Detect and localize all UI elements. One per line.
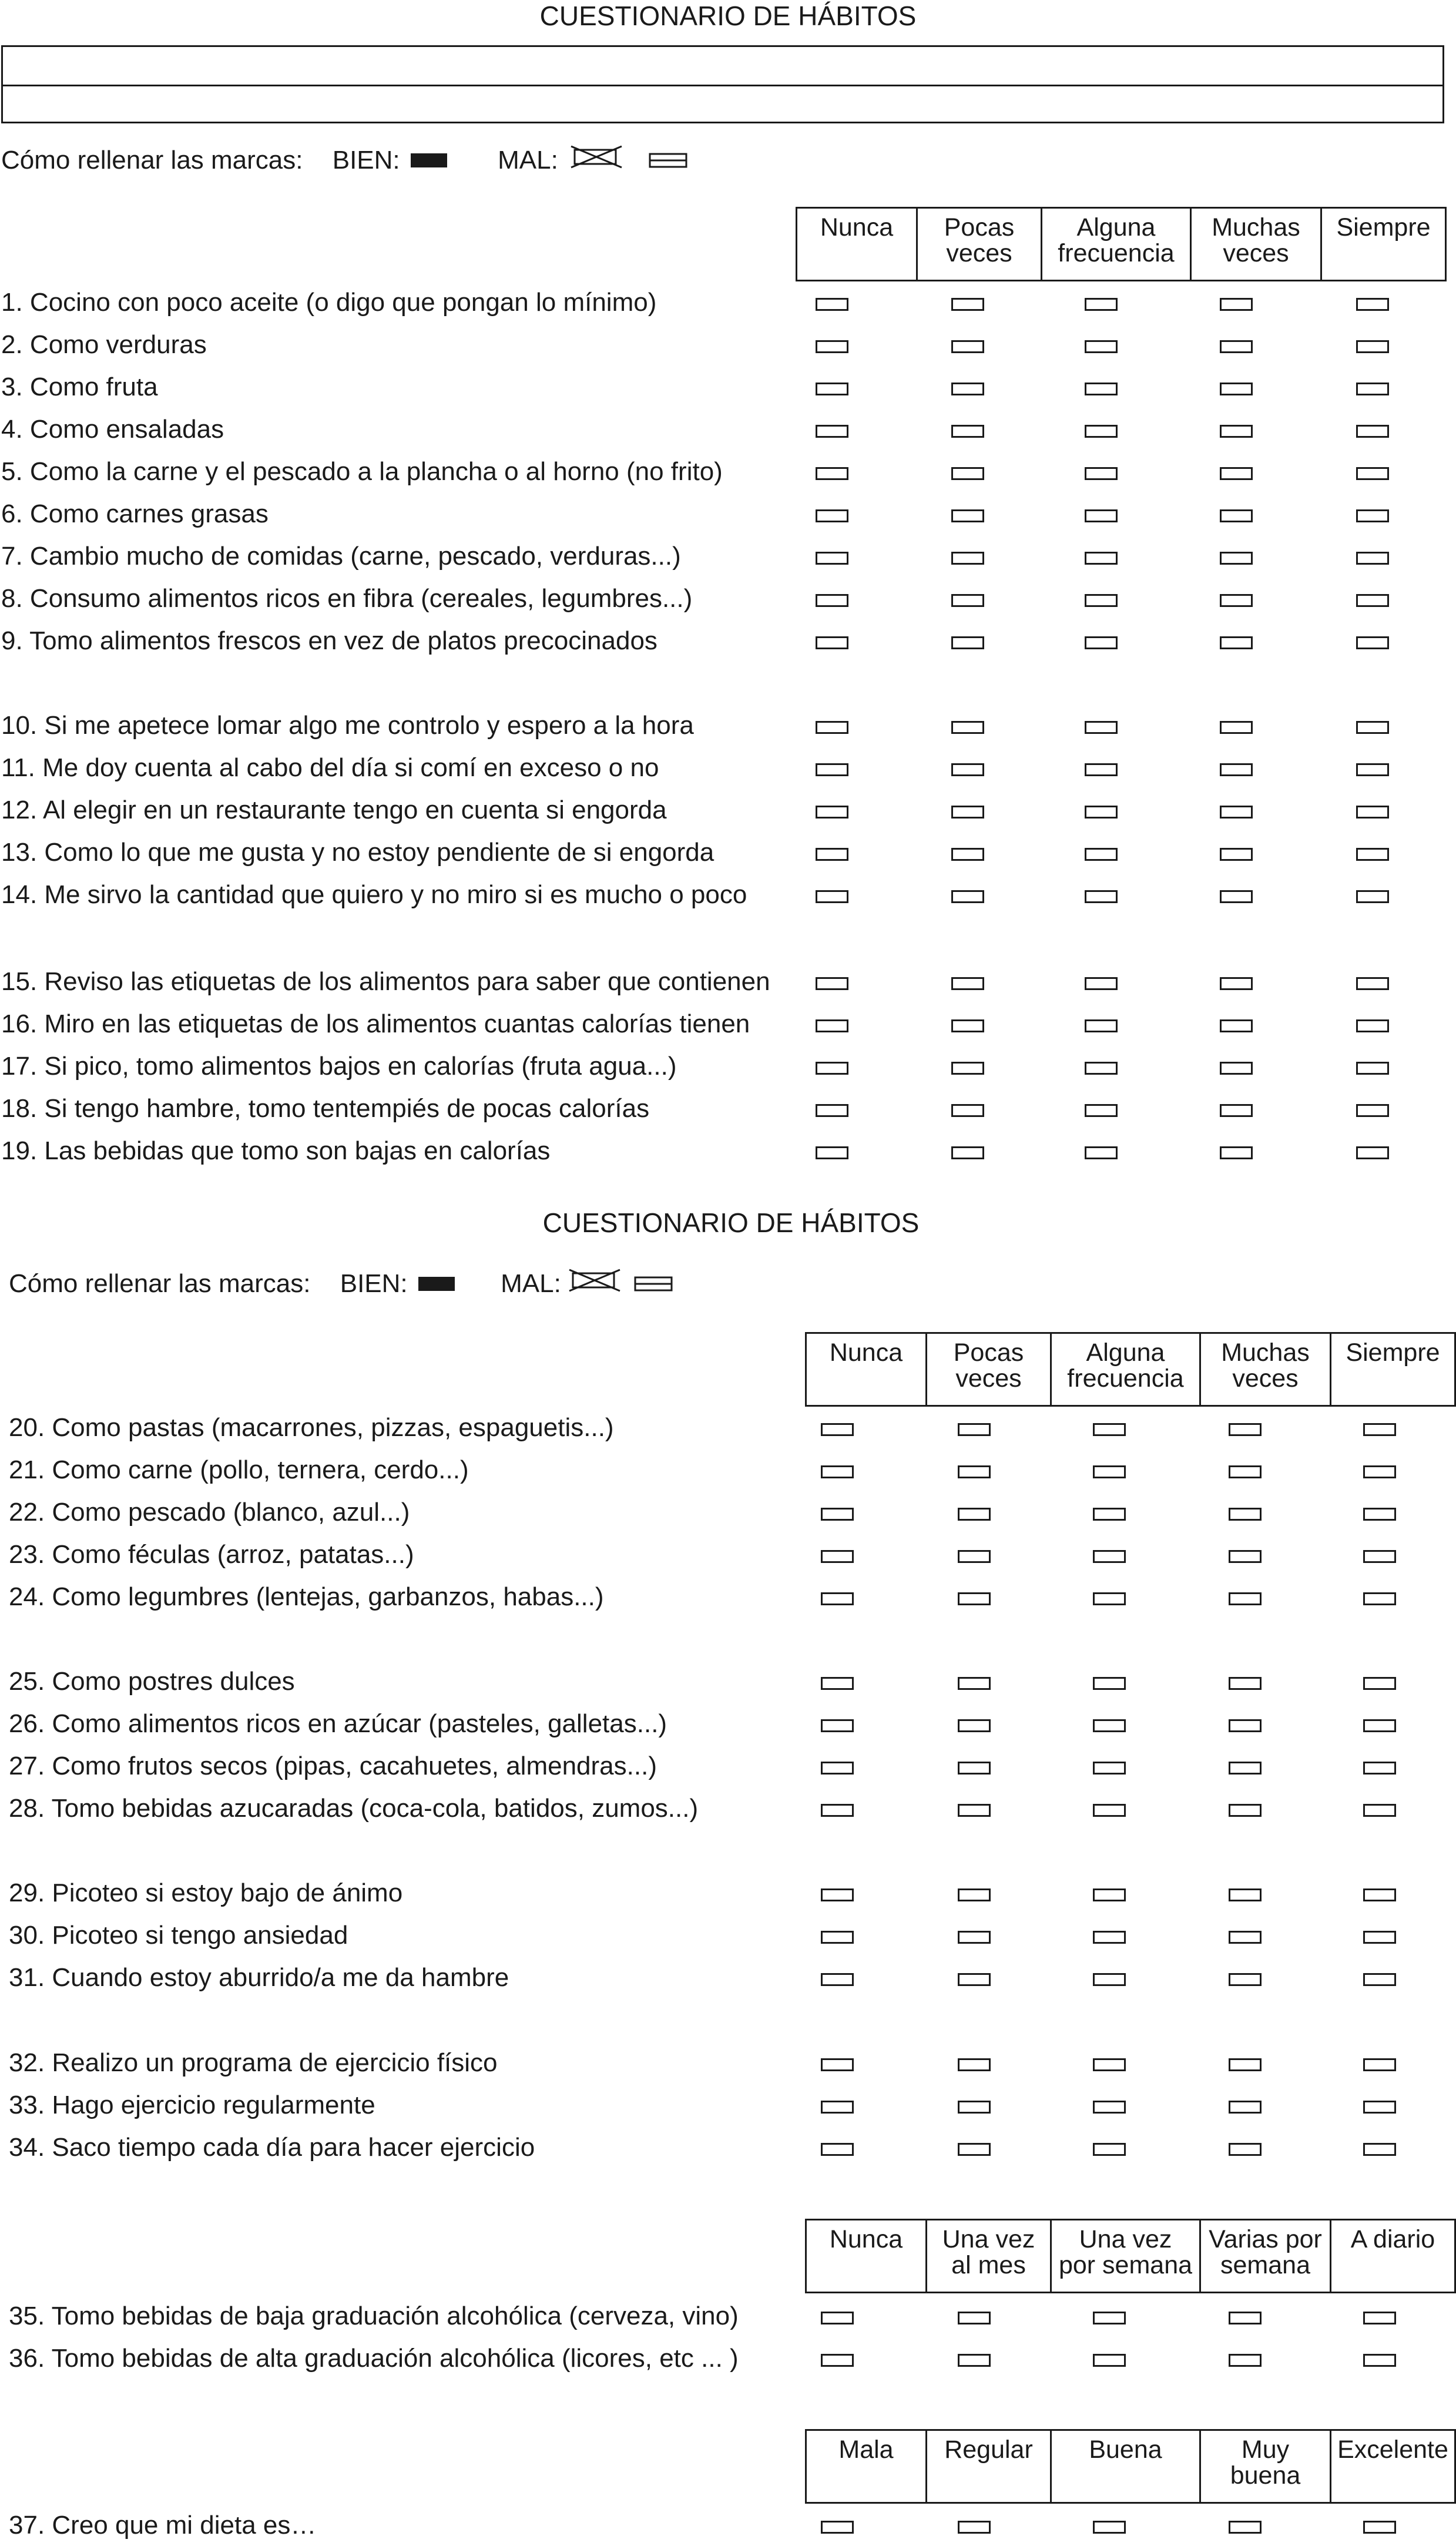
legend-text: Cómo rellenar las marcas: — [9, 1269, 311, 1298]
answer-checkbox[interactable] — [1229, 1508, 1262, 1521]
answer-checkbox[interactable] — [1229, 2354, 1262, 2367]
scale-header-una-vez-por-semana: Una vez por semana — [1050, 2220, 1199, 2292]
answer-checkbox[interactable] — [1093, 1888, 1126, 1901]
answer-checkbox[interactable] — [1229, 1677, 1262, 1690]
question-label: 12. Al elegir en un restaurante tengo en cuenta si engorda — [1, 796, 667, 824]
answer-checkbox[interactable] — [816, 383, 848, 395]
answer-checkbox[interactable] — [816, 298, 848, 311]
answer-checkbox[interactable] — [1085, 1146, 1118, 1159]
answer-checkbox[interactable] — [1356, 383, 1389, 395]
answer-checkbox[interactable] — [1229, 1550, 1262, 1563]
answer-checkbox[interactable] — [1085, 806, 1118, 819]
answer-checkbox[interactable] — [951, 467, 984, 480]
answer-checkbox[interactable] — [1085, 340, 1118, 353]
answer-checkbox[interactable] — [1220, 594, 1253, 607]
answer-checkbox[interactable] — [1356, 340, 1389, 353]
answer-checkbox[interactable] — [1085, 594, 1118, 607]
question-label: 2. Como verduras — [1, 330, 207, 359]
question-label: 1. Cocino con poco aceite (o digo que pongan lo mínimo) — [1, 288, 657, 317]
answer-checkbox[interactable] — [1356, 1019, 1389, 1032]
answer-checkbox[interactable] — [1356, 594, 1389, 607]
answer-checkbox[interactable] — [1229, 1423, 1262, 1436]
question-label: 30. Picoteo si tengo ansiedad — [9, 1921, 348, 1950]
answer-checkbox[interactable] — [958, 1592, 991, 1605]
answer-checkbox[interactable] — [1220, 848, 1253, 861]
answer-checkbox[interactable] — [1229, 1762, 1262, 1775]
answer-checkbox[interactable] — [1363, 2058, 1396, 2071]
answer-checkbox[interactable] — [1093, 2521, 1126, 2534]
question-label: 32. Realizo un programa de ejercicio físico — [9, 2048, 498, 2077]
answer-checkbox[interactable] — [1085, 763, 1118, 776]
answer-checkbox[interactable] — [1093, 1508, 1126, 1521]
answer-checkbox[interactable] — [1085, 467, 1118, 480]
answer-checkbox[interactable] — [958, 1931, 991, 1944]
answer-checkbox[interactable] — [1363, 1888, 1396, 1901]
answer-checkbox[interactable] — [1093, 1677, 1126, 1690]
scale-header-buena: Buena — [1050, 2431, 1199, 2502]
answer-checkbox[interactable] — [821, 1550, 854, 1563]
good-mark-icon — [411, 153, 447, 167]
scale-header-siempre: Siempre — [1320, 209, 1447, 280]
scale-header-muy-buena: Muy buena — [1199, 2431, 1330, 2502]
answer-checkbox[interactable] — [958, 2058, 991, 2071]
answer-checkbox[interactable] — [951, 383, 984, 395]
answer-checkbox[interactable] — [1220, 636, 1253, 649]
quality-scale-header — [805, 2429, 1456, 2504]
answer-checkbox[interactable] — [1363, 2521, 1396, 2534]
answer-checkbox[interactable] — [951, 890, 984, 903]
answer-checkbox[interactable] — [1363, 1423, 1396, 1436]
question-label: 31. Cuando estoy aburrido/a me da hambre — [9, 1963, 509, 1992]
scale-header-excelente: Excelente — [1330, 2431, 1456, 2502]
answer-checkbox[interactable] — [1356, 636, 1389, 649]
legend-bad-label: MAL: — [501, 1269, 561, 1298]
answer-checkbox[interactable] — [1093, 2143, 1126, 2156]
answer-checkbox[interactable] — [1085, 977, 1118, 990]
answer-checkbox[interactable] — [1220, 509, 1253, 522]
answer-checkbox[interactable] — [958, 1465, 991, 1478]
answer-checkbox[interactable] — [951, 425, 984, 438]
answer-checkbox[interactable] — [1093, 1804, 1126, 1817]
answer-checkbox[interactable] — [1356, 425, 1389, 438]
answer-checkbox[interactable] — [1220, 383, 1253, 395]
answer-checkbox[interactable] — [816, 1104, 848, 1117]
answer-checkbox[interactable] — [816, 977, 848, 990]
scale-header-a-diario: A diario — [1330, 2220, 1456, 2292]
answer-checkbox[interactable] — [1229, 2058, 1262, 2071]
page-title: CUESTIONARIO DE HÁBITOS — [542, 1207, 920, 1238]
answer-checkbox[interactable] — [951, 763, 984, 776]
scale-header-pocas-veces: Pocas veces — [925, 1334, 1050, 1405]
answer-checkbox[interactable] — [816, 848, 848, 861]
answer-checkbox[interactable] — [816, 890, 848, 903]
answer-checkbox[interactable] — [1220, 890, 1253, 903]
answer-checkbox[interactable] — [1229, 2143, 1262, 2156]
answer-checkbox[interactable] — [1220, 977, 1253, 990]
answer-checkbox[interactable] — [1093, 1931, 1126, 1944]
answer-checkbox[interactable] — [951, 1062, 984, 1075]
answer-checkbox[interactable] — [1363, 2354, 1396, 2367]
alcohol-scale-header — [805, 2219, 1456, 2293]
answer-checkbox[interactable] — [1093, 2354, 1126, 2367]
scale-header-mala: Mala — [805, 2431, 925, 2502]
answer-checkbox[interactable] — [1220, 552, 1253, 565]
answer-checkbox[interactable] — [1093, 1423, 1126, 1436]
answer-checkbox[interactable] — [1229, 1888, 1262, 1901]
answer-checkbox[interactable] — [1229, 1804, 1262, 1817]
answer-checkbox[interactable] — [1220, 298, 1253, 311]
answer-checkbox[interactable] — [821, 1508, 854, 1521]
answer-checkbox[interactable] — [1093, 1465, 1126, 1478]
answer-checkbox[interactable] — [958, 2521, 991, 2534]
answer-checkbox[interactable] — [1363, 1592, 1396, 1605]
answer-checkbox[interactable] — [958, 1508, 991, 1521]
answer-checkbox[interactable] — [958, 2354, 991, 2367]
answer-checkbox[interactable] — [1085, 1019, 1118, 1032]
answer-checkbox[interactable] — [1085, 552, 1118, 565]
answer-checkbox[interactable] — [1356, 1062, 1389, 1075]
question-label: 11. Me doy cuenta al cabo del día si comí en exceso o no — [1, 753, 659, 782]
answer-checkbox[interactable] — [821, 1719, 854, 1732]
answer-checkbox[interactable] — [816, 636, 848, 649]
answer-checkbox[interactable] — [1220, 721, 1253, 734]
answer-checkbox[interactable] — [821, 2143, 854, 2156]
answer-checkbox[interactable] — [1093, 1973, 1126, 1986]
answer-checkbox[interactable] — [1220, 1062, 1253, 1075]
answer-checkbox[interactable] — [1363, 2312, 1396, 2324]
answer-checkbox[interactable] — [821, 2058, 854, 2071]
answer-checkbox[interactable] — [816, 1062, 848, 1075]
answer-checkbox[interactable] — [1220, 425, 1253, 438]
answer-checkbox[interactable] — [1356, 721, 1389, 734]
answer-checkbox[interactable] — [821, 1888, 854, 1901]
question-label: 33. Hago ejercicio regularmente — [9, 2091, 375, 2119]
legend-bad-label: MAL: — [498, 145, 558, 175]
scale-header-nunca: Nunca — [805, 1334, 925, 1405]
question-label: 28. Tomo bebidas azucaradas (coca-cola, batidos, zumos...) — [9, 1794, 699, 1823]
question-label: 16. Miro en las etiquetas de los alimentos cuantas calorías tienen — [1, 1009, 750, 1038]
answer-checkbox[interactable] — [958, 1423, 991, 1436]
answer-checkbox[interactable] — [951, 594, 984, 607]
answer-checkbox[interactable] — [1363, 2143, 1396, 2156]
answer-checkbox[interactable] — [821, 1423, 854, 1436]
crossed-mark-icon — [568, 1267, 622, 1300]
answer-checkbox[interactable] — [1356, 848, 1389, 861]
answer-checkbox[interactable] — [816, 1146, 848, 1159]
question-label: 6. Como carnes grasas — [1, 499, 269, 528]
answer-checkbox[interactable] — [1085, 298, 1118, 311]
answer-checkbox[interactable] — [1085, 890, 1118, 903]
answer-checkbox[interactable] — [1229, 1465, 1262, 1478]
answer-checkbox[interactable] — [1085, 383, 1118, 395]
question-label: 7. Cambio mucho de comidas (carne, pescado, verduras...) — [1, 542, 681, 571]
answer-checkbox[interactable] — [821, 2521, 854, 2534]
answer-checkbox[interactable] — [816, 509, 848, 522]
answer-checkbox[interactable] — [1363, 1508, 1396, 1521]
answer-checkbox[interactable] — [1356, 977, 1389, 990]
answer-checkbox[interactable] — [816, 425, 848, 438]
answer-checkbox[interactable] — [821, 1762, 854, 1775]
answer-checkbox[interactable] — [1093, 2058, 1126, 2071]
half-mark-icon — [634, 1269, 673, 1299]
question-label: 34. Saco tiempo cada día para hacer ejercicio — [9, 2133, 535, 2162]
answer-checkbox[interactable] — [1229, 2521, 1262, 2534]
answer-checkbox[interactable] — [1229, 2101, 1262, 2114]
answer-checkbox[interactable] — [951, 1146, 984, 1159]
scale-header-alguna-frecuencia: Alguna frecuencia — [1050, 1334, 1199, 1405]
answer-checkbox[interactable] — [951, 552, 984, 565]
answer-checkbox[interactable] — [1229, 1719, 1262, 1732]
frequency-scale-header-2 — [805, 1332, 1456, 1407]
answer-checkbox[interactable] — [1356, 890, 1389, 903]
answer-checkbox[interactable] — [1356, 467, 1389, 480]
question-label: 18. Si tengo hambre, tomo tentempiés de pocas calorías — [1, 1094, 650, 1123]
answer-checkbox[interactable] — [958, 1550, 991, 1563]
answer-checkbox[interactable] — [1093, 1762, 1126, 1775]
answer-checkbox[interactable] — [1363, 1465, 1396, 1478]
question-label: 14. Me sirvo la cantidad que quiero y no miro si es mucho o poco — [1, 880, 747, 909]
answer-checkbox[interactable] — [951, 721, 984, 734]
question-label: 13. Como lo que me gusta y no estoy pendiente de si engorda — [1, 838, 714, 867]
answer-checkbox[interactable] — [1356, 1104, 1389, 1117]
answer-checkbox[interactable] — [1363, 1550, 1396, 1563]
question-label: 25. Como postres dulces — [9, 1667, 295, 1696]
answer-checkbox[interactable] — [1356, 806, 1389, 819]
answer-checkbox[interactable] — [821, 2312, 854, 2324]
answer-checkbox[interactable] — [1220, 806, 1253, 819]
answer-checkbox[interactable] — [958, 2101, 991, 2114]
answer-checkbox[interactable] — [821, 1677, 854, 1690]
answer-checkbox[interactable] — [1085, 636, 1118, 649]
answer-checkbox[interactable] — [821, 2354, 854, 2367]
answer-checkbox[interactable] — [951, 636, 984, 649]
answer-checkbox[interactable] — [1093, 2101, 1126, 2114]
question-label: 4. Como ensaladas — [1, 415, 224, 444]
answer-checkbox[interactable] — [1085, 848, 1118, 861]
question-label: 8. Consumo alimentos ricos en fibra (cereales, legumbres...) — [1, 584, 693, 613]
question-label: 19. Las bebidas que tomo son bajas en calorías — [1, 1136, 551, 1165]
respondent-field-2[interactable] — [3, 85, 1442, 122]
answer-checkbox[interactable] — [1363, 1804, 1396, 1817]
scale-header-nunca: Nunca — [796, 209, 916, 280]
answer-checkbox[interactable] — [951, 340, 984, 353]
answer-checkbox[interactable] — [1220, 340, 1253, 353]
answer-checkbox[interactable] — [821, 1973, 854, 1986]
answer-checkbox[interactable] — [816, 594, 848, 607]
answer-checkbox[interactable] — [1356, 1146, 1389, 1159]
answer-checkbox[interactable] — [1363, 1973, 1396, 1986]
question-label: 29. Picoteo si estoy bajo de ánimo — [9, 1879, 403, 1907]
question-label: 22. Como pescado (blanco, azul...) — [9, 1498, 410, 1527]
answer-checkbox[interactable] — [1356, 509, 1389, 522]
answer-checkbox[interactable] — [1085, 721, 1118, 734]
answer-checkbox[interactable] — [1220, 467, 1253, 480]
question-label: 24. Como legumbres (lentejas, garbanzos, habas...) — [9, 1582, 604, 1611]
scale-header-alguna-frecuencia: Alguna frecuencia — [1041, 209, 1190, 280]
answer-checkbox[interactable] — [816, 806, 848, 819]
answer-checkbox[interactable] — [816, 721, 848, 734]
question-label: 26. Como alimentos ricos en azúcar (pasteles, galletas...) — [9, 1709, 667, 1738]
answer-checkbox[interactable] — [1093, 1592, 1126, 1605]
question-label: 15. Reviso las etiquetas de los alimentos para saber que contienen — [1, 967, 770, 996]
scale-header-una-vez-al-mes: Una vez al mes — [925, 2220, 1050, 2292]
question-label: 35. Tomo bebidas de baja graduación alcohólica (cerveza, vino) — [9, 2302, 739, 2330]
scale-header-pocas-veces: Pocas veces — [916, 209, 1041, 280]
answer-checkbox[interactable] — [958, 1888, 991, 1901]
scale-header-siempre: Siempre — [1330, 1334, 1456, 1405]
answer-checkbox[interactable] — [821, 2101, 854, 2114]
answer-checkbox[interactable] — [951, 977, 984, 990]
answer-checkbox[interactable] — [958, 1762, 991, 1775]
answer-checkbox[interactable] — [816, 552, 848, 565]
answer-checkbox[interactable] — [1093, 2312, 1126, 2324]
answer-checkbox[interactable] — [1220, 1146, 1253, 1159]
answer-checkbox[interactable] — [1356, 763, 1389, 776]
answer-checkbox[interactable] — [1220, 763, 1253, 776]
answer-checkbox[interactable] — [1363, 1762, 1396, 1775]
crossed-mark-icon — [570, 144, 624, 176]
answer-checkbox[interactable] — [1220, 1104, 1253, 1117]
answer-checkbox[interactable] — [958, 1677, 991, 1690]
question-label: 37. Creo que mi dieta es… — [9, 2511, 317, 2540]
frequency-scale-header-1 — [796, 207, 1447, 281]
answer-checkbox[interactable] — [1085, 1104, 1118, 1117]
answer-checkbox[interactable] — [1363, 1719, 1396, 1732]
question-label: 23. Como féculas (arroz, patatas...) — [9, 1540, 414, 1569]
answer-checkbox[interactable] — [958, 1719, 991, 1732]
answer-checkbox[interactable] — [951, 1104, 984, 1117]
answer-checkbox[interactable] — [951, 848, 984, 861]
question-label: 20. Como pastas (macarrones, pizzas, espaguetis...) — [9, 1413, 614, 1442]
answer-checkbox[interactable] — [816, 763, 848, 776]
answer-checkbox[interactable] — [958, 2312, 991, 2324]
answer-checkbox[interactable] — [951, 298, 984, 311]
answer-checkbox[interactable] — [1085, 425, 1118, 438]
answer-checkbox[interactable] — [1356, 552, 1389, 565]
answer-checkbox[interactable] — [958, 2143, 991, 2156]
answer-checkbox[interactable] — [958, 1804, 991, 1817]
good-mark-icon — [418, 1277, 455, 1291]
answer-checkbox[interactable] — [821, 1931, 854, 1944]
question-label: 5. Como la carne y el pescado a la plancha o al horno (no frito) — [1, 457, 723, 486]
answer-checkbox[interactable] — [1363, 2101, 1396, 2114]
answer-checkbox[interactable] — [816, 340, 848, 353]
answer-checkbox[interactable] — [1229, 2312, 1262, 2324]
respondent-field-1[interactable] — [3, 47, 1442, 85]
marking-legend — [9, 1267, 673, 1300]
answer-checkbox[interactable] — [816, 467, 848, 480]
answer-checkbox[interactable] — [821, 1804, 854, 1817]
answer-checkbox[interactable] — [1363, 1677, 1396, 1690]
answer-checkbox[interactable] — [821, 1465, 854, 1478]
answer-checkbox[interactable] — [1229, 1931, 1262, 1944]
answer-checkbox[interactable] — [1229, 1592, 1262, 1605]
answer-checkbox[interactable] — [951, 509, 984, 522]
half-mark-icon — [649, 146, 687, 175]
answer-checkbox[interactable] — [951, 1019, 984, 1032]
answer-checkbox[interactable] — [821, 1592, 854, 1605]
answer-checkbox[interactable] — [1356, 298, 1389, 311]
answer-checkbox[interactable] — [1093, 1550, 1126, 1563]
legend-good-label: BIEN: — [332, 145, 400, 175]
legend-good-label: BIEN: — [340, 1269, 408, 1298]
question-label: 17. Si pico, tomo alimentos bajos en calorías (fruta agua...) — [1, 1052, 677, 1081]
respondent-info-box — [1, 45, 1444, 123]
answer-checkbox[interactable] — [951, 806, 984, 819]
answer-checkbox[interactable] — [1093, 1719, 1126, 1732]
question-label: 9. Tomo alimentos frescos en vez de platos precocinados — [1, 626, 657, 655]
answer-checkbox[interactable] — [1085, 1062, 1118, 1075]
answer-checkbox[interactable] — [1220, 1019, 1253, 1032]
scale-header-muchas-veces: Muchas veces — [1190, 209, 1320, 280]
scale-header-nunca: Nunca — [805, 2220, 925, 2292]
legend-text: Cómo rellenar las marcas: — [1, 145, 303, 175]
answer-checkbox[interactable] — [1229, 1973, 1262, 1986]
question-label: 3. Como fruta — [1, 373, 158, 401]
scale-header-muchas-veces: Muchas veces — [1199, 1334, 1330, 1405]
question-label: 36. Tomo bebidas de alta graduación alcohólica (licores, etc ... ) — [9, 2344, 739, 2373]
question-label: 21. Como carne (pollo, ternera, cerdo...) — [9, 1455, 469, 1484]
marking-legend — [1, 144, 687, 176]
answer-checkbox[interactable] — [958, 1973, 991, 1986]
answer-checkbox[interactable] — [1085, 509, 1118, 522]
scale-header-regular: Regular — [925, 2431, 1050, 2502]
answer-checkbox[interactable] — [816, 1019, 848, 1032]
answer-checkbox[interactable] — [1363, 1931, 1396, 1944]
question-label: 27. Como frutos secos (pipas, cacahuetes, almendras...) — [9, 1752, 657, 1780]
scale-header-varias-por-semana: Varias por semana — [1199, 2220, 1330, 2292]
question-label: 10. Si me apetece lomar algo me controlo y espero a la hora — [1, 711, 694, 740]
page-title: CUESTIONARIO DE HÁBITOS — [539, 1, 917, 31]
